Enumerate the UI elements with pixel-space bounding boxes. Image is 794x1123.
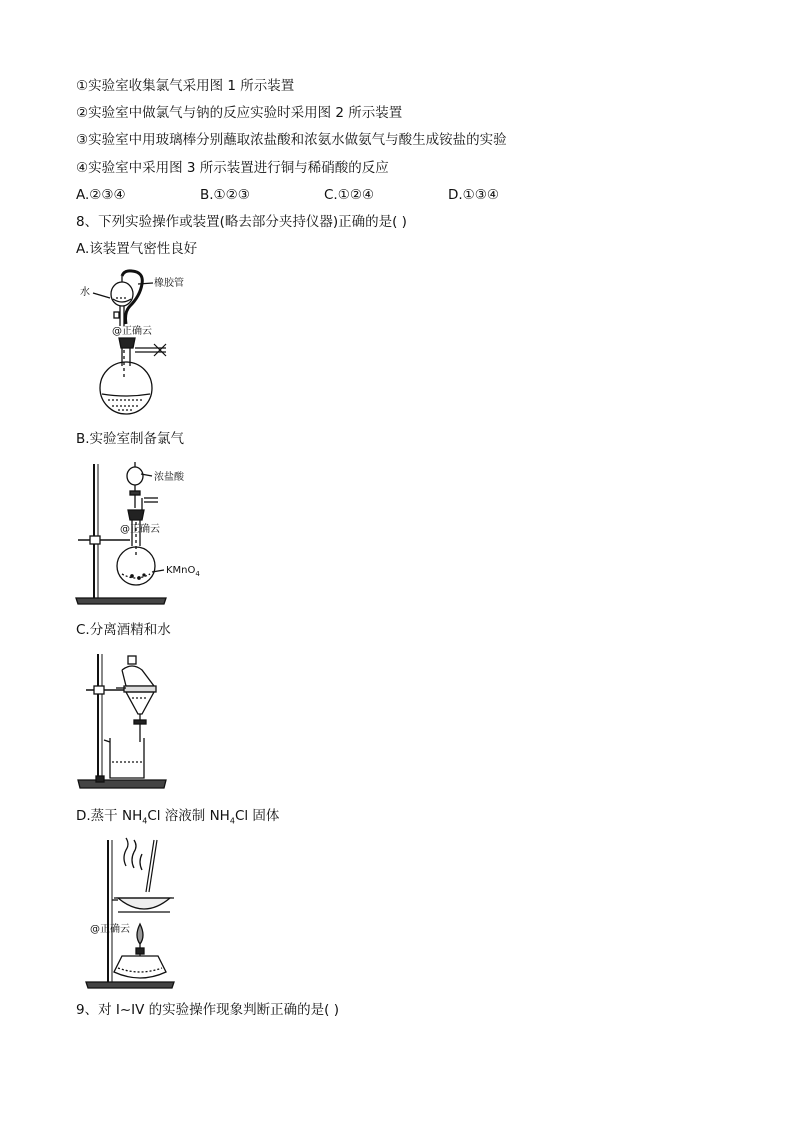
- watermark-a: @正确云: [112, 326, 152, 337]
- statement-4: ④实验室中采用图 3 所示装置进行铜与稀硝酸的反应: [76, 160, 389, 176]
- figure-c-apparatus: [74, 650, 214, 800]
- option-b-text: B.实验室制备氯气: [76, 431, 185, 447]
- watermark-b: @正确云: [120, 524, 160, 535]
- label-rubber-tube: 橡胶管: [154, 278, 184, 289]
- statement-3: ③实验室中用玻璃棒分别蘸取浓盐酸和浓氨水做氨气与酸生成铵盐的实验: [76, 132, 507, 148]
- question-8-stem: 8、下列实验操作或装置(略去部分夹持仪器)正确的是( ): [76, 214, 407, 230]
- statement-1: ①实验室收集氯气采用图 1 所示装置: [76, 78, 295, 94]
- label-conc-hcl: 浓盐酸: [154, 472, 184, 483]
- figure-d-apparatus: [74, 836, 214, 991]
- option-c: C.①②④: [324, 187, 375, 203]
- question-9-stem: 9、对 I~IV 的实验操作现象判断正确的是( ): [76, 1002, 340, 1018]
- option-a-text: A.该装置气密性良好: [76, 241, 198, 257]
- figure-b-apparatus: [74, 460, 214, 610]
- statement-2: ②实验室中做氯气与钠的反应实验时采用图 2 所示装置: [76, 105, 403, 121]
- watermark-d: @正确云: [90, 924, 130, 935]
- option-b: B.①②③: [200, 187, 250, 203]
- label-kmno4: KMnO$_4$: [166, 565, 200, 578]
- option-d-text: D.蒸干 $NH_4Cl$ 溶液制 $NH_4Cl$ 固体: [76, 808, 280, 826]
- option-a: A.②③④: [76, 187, 126, 203]
- option-d: D.①③④: [448, 187, 499, 203]
- option-c-text: C.分离酒精和水: [76, 622, 171, 638]
- q7-options: [76, 186, 499, 204]
- label-water: 水: [80, 287, 90, 298]
- figure-a-apparatus: [74, 268, 214, 418]
